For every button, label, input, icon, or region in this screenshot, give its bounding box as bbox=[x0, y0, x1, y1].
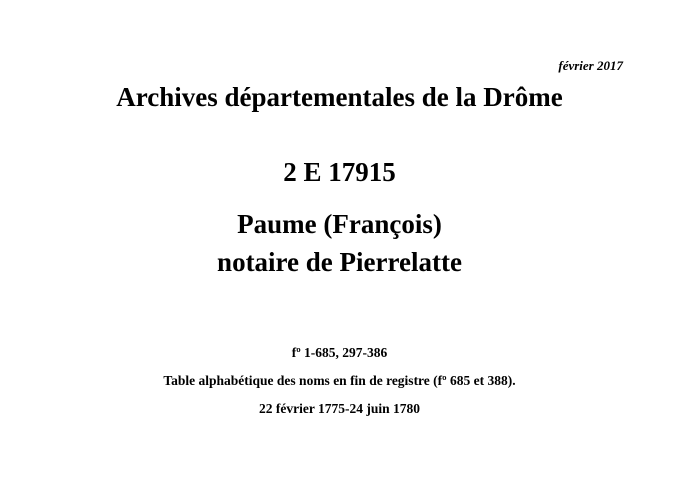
document-date: février 2017 bbox=[558, 58, 623, 73]
archive-reference: 2 E 17915 bbox=[283, 157, 396, 187]
institution-title: Archives départementales de la Drôme bbox=[116, 82, 563, 112]
folio-range: fº 1-685, 297-386 bbox=[291, 345, 388, 360]
notary-role: notaire de Pierrelatte bbox=[217, 247, 462, 277]
date-range: 22 février 1775-24 juin 1780 bbox=[259, 401, 420, 416]
index-note: Table alphabétique des noms en fin de registre (fº 685 et 388). bbox=[163, 373, 516, 388]
notary-name: Paume (François) bbox=[237, 209, 442, 239]
